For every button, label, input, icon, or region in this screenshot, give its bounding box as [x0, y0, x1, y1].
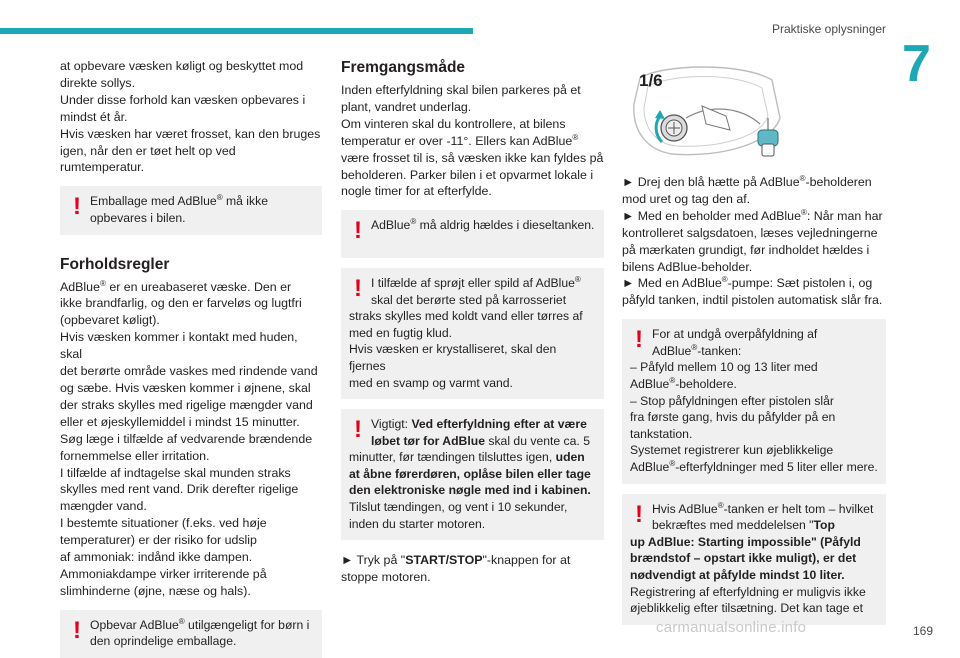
chapter-number: 7: [902, 35, 931, 93]
adblue-filler-illustration: [622, 58, 784, 162]
column-2: [341, 58, 604, 586]
section-title: Praktiske oplysninger: [772, 22, 887, 36]
watermark: carmanualsonline.info: [656, 619, 807, 636]
warning-box: ! Vigtigt: Ved efterfyldning efter at være løbet tør for AdBlue skal du vente ca. 5 minutter, før tændingen tilsluttes igen, uden at åbne førerdøren, oplåse bilen eller tage den elektroniske nøgle med ind i kabinen. Tilslut tændingen, og vent i 10 sekunder, inden du starter motoren.: [341, 409, 604, 540]
warning-exclamation-icon: !: [635, 500, 643, 528]
warning-exclamation-icon: !: [354, 274, 362, 302]
intro-paragraph: at opbevare væsken køligt og beskyttet mod direkte sollys. Under disse forhold kan væsken opbevares i mindst ét år. Hvis væsken har været frosset, kan den bruges igen, når den er tøet helt op ved rumtemperatur.: [60, 59, 321, 175]
header-accent-bar: [0, 28, 473, 34]
warning-box: ! I tilfælde af sprøjt eller spild af AdBlue® skal det berørte sted på karrosseriet straks skylles med koldt vand eller tørres af med en fugtig klud. Hvis væsken er krystalliseret, skal den fjernes med en svamp og varmt vand.: [341, 268, 604, 399]
warning-box: ! For at undgå overpåfyldning af AdBlue®-tanken: – Påfyld mellem 10 og 13 liter med AdBlue®-beholdere. – Stop påfyldningen efter pistolen slår fra første gang, hvis du påfylder på en tankstation. Systemet registrerer kun øjeblikkelige AdBlue®-efterfyldninger med 5 liter eller mere.: [622, 319, 886, 483]
column-1: [60, 58, 322, 658]
precautions-paragraph: AdBlue® er en ureabaseret væske. Den er ikke brandfarlig, og den er farveløs og lugtfri (opbevaret køligt). Hvis væsken kommer i kontakt med huden, skal det berørte område vaskes med rindende vand og sæbe. Hvis væsken kommer i øjnene, skal der straks skylles med rigelige mængder vand eller et øjeskyllemiddel i mindst 15 minutter. Søg læge i tilfælde af vedvarende brændende fornemmelse eller irritation. I tilfælde af indtagelse skal munden straks skylles med rent vand. Drik derefter rigelige mængder vand. I bestemte situationer (f.eks. ved høje temperaturer) er der risiko for udslip af ammoniak: indånd ikke dampen. Ammoniakdampe virker irriterende på slimhinderne (øjne, næse og hals).: [60, 278, 318, 598]
warning-exclamation-icon: !: [73, 193, 81, 221]
warning-exclamation-icon: !: [354, 217, 362, 245]
column-3: [622, 58, 886, 625]
filling-steps: ► Drej den blå hætte på AdBlue®-beholderen mod uret og tag den af. ► Med en beholder med AdBlue®: Når man har kontrolleret salgsdatoen, læses vejledningerne på mærkaten grundigt, før indholdet hældes i bilens AdBlue-beholder. ► Med en AdBlue®-pumpe: Sæt pistolen i, og påfyld tanken, indtil pistolen automatisk slår fra.: [622, 173, 883, 308]
warning-box: ! Emballage med AdBlue® må ikke opbevares i bilen.: [60, 186, 322, 234]
illustration-label: 1/6: [639, 71, 663, 90]
warning-exclamation-icon: !: [354, 416, 362, 444]
warning-exclamation-icon: !: [73, 616, 81, 644]
procedure-paragraph: Inden efterfyldning skal bilen parkeres på et plant, vandret underlag. Om vinteren skal du kontrollere, at bilens temperatur er over -11°. Ellers kan AdBlue® være frosset til is, så væsken ikke kan fyldes på beholderen. Parker bilen i et opvarmet lokale i nogle timer for at efterfylde.: [341, 83, 604, 199]
warning-box: ! AdBlue® må aldrig hældes i dieseltanken.: [341, 210, 604, 258]
warning-exclamation-icon: !: [635, 326, 643, 354]
heading-precautions: Forholdsregler: [60, 255, 170, 273]
step-start-stop: ► Tryk på "START/STOP"-knappen for at stoppe motoren.: [341, 553, 571, 585]
warning-box: ! Hvis AdBlue®-tanken er helt tom – hvilket bekræftes med meddelelsen "Top up AdBlue: Starting impossible" (Påfyld brændstof – opstart ikke muligt), er det nødvendigt at påfylde mindst 10 liter. Registrering af efterfyldning er muligvis ikke øjeblikkelig efter tilsætning. Det kan tage et: [622, 494, 886, 625]
page-number: 169: [913, 624, 934, 638]
heading-procedure: Fremgangsmåde: [341, 59, 466, 76]
warning-box: ! Opbevar AdBlue® utilgængeligt for børn i den oprindelige emballage.: [60, 610, 322, 658]
